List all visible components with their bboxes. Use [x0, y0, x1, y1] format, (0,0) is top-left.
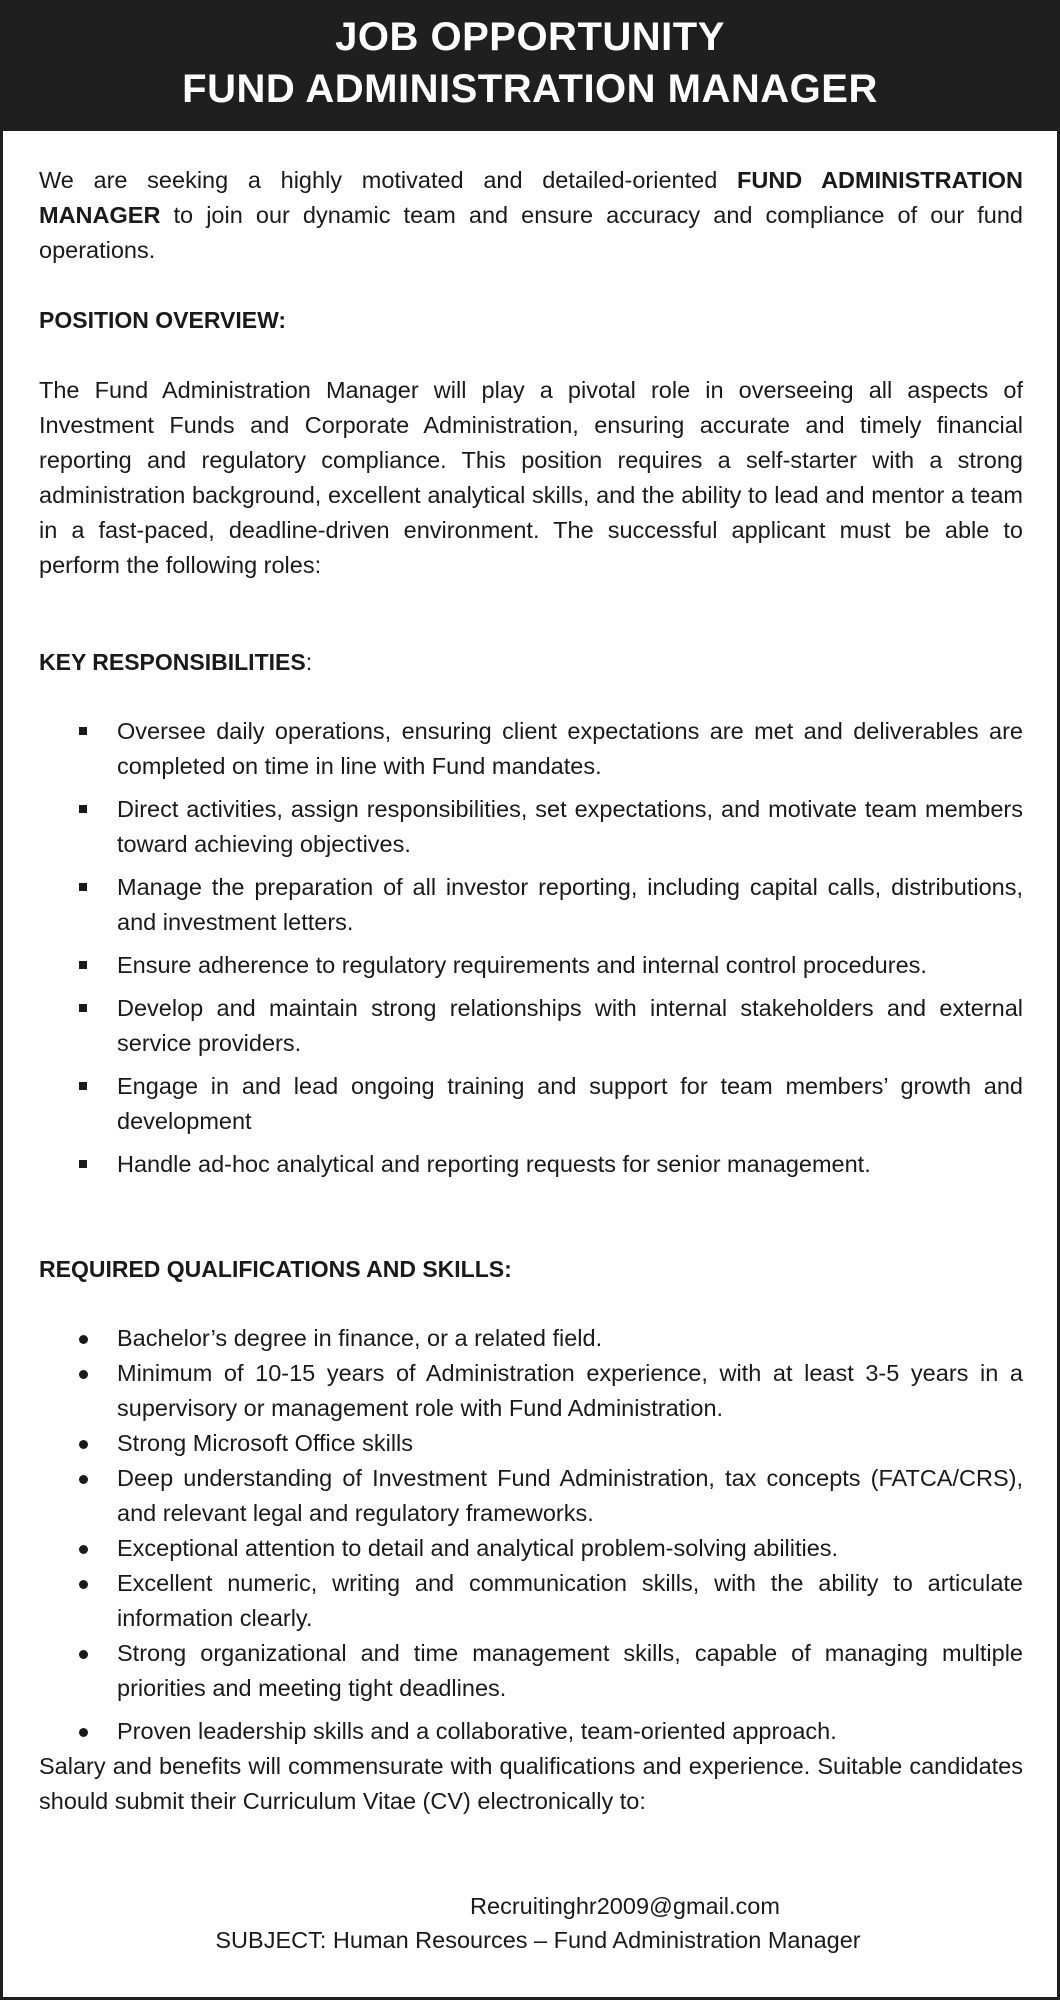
contact-subject: SUBJECT: Human Resources – Fund Administration Manager	[215, 1927, 861, 1953]
header-banner	[3, 3, 1057, 131]
intro-text-end: to join our dynamic team and ensure accuracy and compliance of our fund operations.	[39, 202, 1023, 263]
list-item: Minimum of 10-15 years of Administration experience, with at least 3-5 years in a supervisory or management role with Fund Administration.	[39, 1356, 1023, 1426]
list-item: Bachelor’s degree in finance, or a related field.	[39, 1321, 1023, 1356]
qualifications-heading: REQUIRED QUALIFICATIONS AND SKILLS:	[39, 1256, 512, 1282]
list-item: Handle ad-hoc analytical and reporting requests for senior management.	[39, 1147, 1023, 1182]
responsibilities-list	[39, 714, 1023, 1182]
position-overview-text: The Fund Administration Manager will play a pivotal role in overseeing all aspects of Investment Funds and Corporate Administration, ensuring accurate and timely financial reporting and regulatory compliance. This position requires a self-starter with a strong administration background, excellent analytical skills, and the ability to lead and mentor a team in a fast-paced, deadline-driven environment. The successful applicant must be able to perform the following roles:	[39, 377, 1023, 578]
intro-bold-title: FUND ADMINISTRATION MANAGER	[39, 167, 1023, 228]
intro-paragraph	[39, 163, 1023, 268]
list-item: Excellent numeric, writing and communication skills, with the ability to articulate information clearly.	[39, 1566, 1023, 1636]
position-overview-heading: POSITION OVERVIEW:	[39, 307, 287, 333]
contact-email[interactable]: Recruitinghr2009@gmail.com	[470, 1893, 780, 1919]
list-item: Direct activities, assign responsibilities, set expectations, and motivate team members toward achieving objectives.	[39, 792, 1023, 862]
qualifications-list	[39, 1321, 1023, 1749]
list-item: Proven leadership skills and a collaborative, team-oriented approach.	[39, 1714, 1023, 1749]
list-item: Strong organizational and time management skills, capable of managing multiple priorities and meeting tight deadlines.	[39, 1636, 1023, 1706]
list-item: Exceptional attention to detail and analytical problem-solving abilities.	[39, 1531, 1023, 1566]
key-responsibilities-title: KEY RESPONSIBILITIES	[39, 649, 306, 675]
header-title-line1: JOB OPPORTUNITY	[335, 15, 725, 59]
list-item: Oversee daily operations, ensuring client expectations are met and deliverables are completed on time in line with Fund mandates.	[39, 714, 1023, 784]
list-item: Strong Microsoft Office skills	[39, 1426, 1023, 1461]
list-item: Develop and maintain strong relationships with internal stakeholders and external service providers.	[39, 991, 1023, 1061]
list-item: Deep understanding of Investment Fund Administration, tax concepts (FATCA/CRS), and relevant legal and regulatory frameworks.	[39, 1461, 1023, 1531]
contact-block	[3, 1889, 1057, 1957]
header-title-line2: FUND ADMINISTRATION MANAGER	[182, 67, 878, 111]
closing-paragraph: Salary and benefits will commensurate with qualifications and experience. Suitable candidates should submit their Curriculum Vitae (CV) electronically to:	[39, 1753, 1023, 1814]
body-content	[39, 163, 1023, 1819]
intro-text-start: We are seeking a highly motivated and detailed-oriented	[39, 167, 737, 193]
key-responsibilities-heading	[39, 645, 1023, 680]
list-item: Ensure adherence to regulatory requirements and internal control procedures.	[39, 948, 1023, 983]
list-item: Engage in and lead ongoing training and support for team members’ growth and development	[39, 1069, 1023, 1139]
key-responsibilities-colon: :	[305, 649, 313, 675]
list-item: Manage the preparation of all investor reporting, including capital calls, distributions, and investment letters.	[39, 870, 1023, 940]
